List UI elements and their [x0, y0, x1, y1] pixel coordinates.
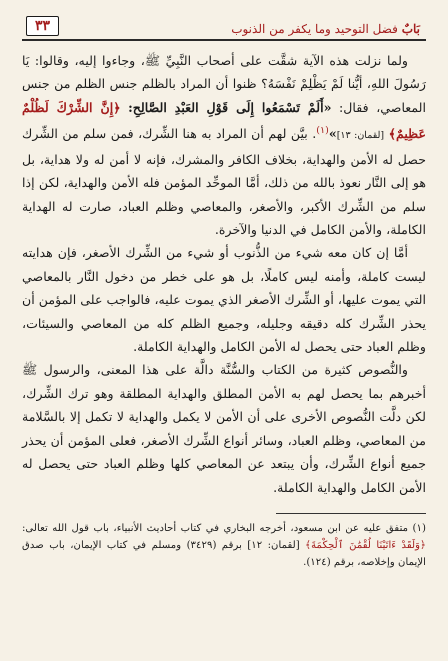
page-header: [22, 10, 426, 41]
paragraph-1-text-a: ولما نزلت هذه الآية شقَّت على أصحاب النَّبِيِّ ﷺ، وجاءوا إليه، وقالوا: يَا رَسُولَ اللهِ، أيُّنا لَمْ يَظْلِمْ نَفْسَهُ؟ ظنوا أن المراد بالظلم جنس الظلم من جنس المعاصي، فقال:: [22, 53, 426, 115]
quran-verse: ﴿إِنَّ الشِّرْكَ لَظُلْمٌ عَظِيمٌ﴾: [22, 99, 426, 142]
footnote-marker: (١): [316, 125, 329, 137]
running-title: [231, 22, 426, 36]
chapter-label: بَابٌ: [401, 22, 420, 36]
page-number: ٣٣: [26, 16, 59, 36]
paragraph-1-text-b: . بيَّن لهم أن المراد به هنا الشِّرك، فمن سلم من الشِّرك حصل له الأمن والهداية، بخلاف الكافر والمشرك، فإنه لا أمن له ولا هداية، بل هو إلى النَّار نعوذ بالله من ذلك، أمَّا الموحِّد المؤمن فله الأمن والهداية، لكن إذا سلم من الشِّرك الأكبر، والأصغر، والمعاصي وظلم العباد، صارت له الهداية الكاملة، والأمن الكامل في الدنيا والآخرة.: [22, 126, 426, 238]
quote-close: »: [328, 126, 337, 142]
verse-reference: [لقمان: ١٣]: [336, 130, 385, 142]
footnote-1: [22, 520, 426, 571]
footnote-verse: ﴿وَلَقَدْ ءَاتَيْنَا لُقْمَٰنَ ٱلْحِكْمَةَ﴾: [305, 539, 426, 551]
main-text: [22, 49, 426, 499]
footnote-divider: [276, 513, 426, 514]
footnote-number: (١): [412, 522, 426, 534]
chapter-title: فضل التوحيد وما يكفر من الذنوب: [231, 22, 398, 36]
paragraph-2: أمَّا إن كان معه شيء من الذُّنوب أو شيء من الشِّرك الأصغر، فإن هدايته ليست كاملة، وأمنه ليس كاملًا، بل هو على خطر من دخول النَّار بالمعاصي التي يموت عليها، أو الشِّرك الأصغر الذي يموت عليه، فالواجب على المؤمن أن يحذر الشِّرك كله دقيقه وجليله، وجميع الظلم كله من المعاصي والسيئات، وظلم العباد حتى يحصل له الأمن الكامل والهداية الكاملة.: [22, 245, 426, 355]
footnotes: [22, 520, 426, 571]
footnote-text-a: متفق عليه عن ابن مسعود، أخرجه البخاري في كتاب أحاديث الأنبياء، باب قول الله تعالى:: [22, 522, 409, 534]
hadith-quote: «أَلَمْ تَسْمَعُوا إِلَى قَوْلِ العَبْدِ الصَّالِحِ:: [128, 99, 332, 115]
paragraph-3: والنُّصوص كثيرة من الكتاب والسُّنَّة دالَّة على هذا المعنى، والرسول ﷺ أخبرهم بما يحصل لهم به الأمن المطلق والهداية المطلقة وهو ترك الشِّرك، لكن دلَّت النُّصوص الأخرى على أن الأمن لا يكمل والهداية لا تكمل إلا بالسَّلامة من المعاصي، وظلم العباد، وسائر أنواع الشِّرك الأصغر، فعلى المؤمن أن يحذر جميع أنواع الشِّرك، وأن يبتعد عن المعاصي كلها وظلم العباد حتى يحصل له الأمن الكامل والهداية الكاملة.: [22, 362, 426, 495]
paragraph-1: [22, 49, 426, 241]
footnote-text-b: [لقمان: ١٢] برقم (٣٤٢٩) ومسلم في كتاب الإيمان، باب صدق الإيمان وإخلاصه، برقم (١٢٤).: [22, 539, 426, 568]
